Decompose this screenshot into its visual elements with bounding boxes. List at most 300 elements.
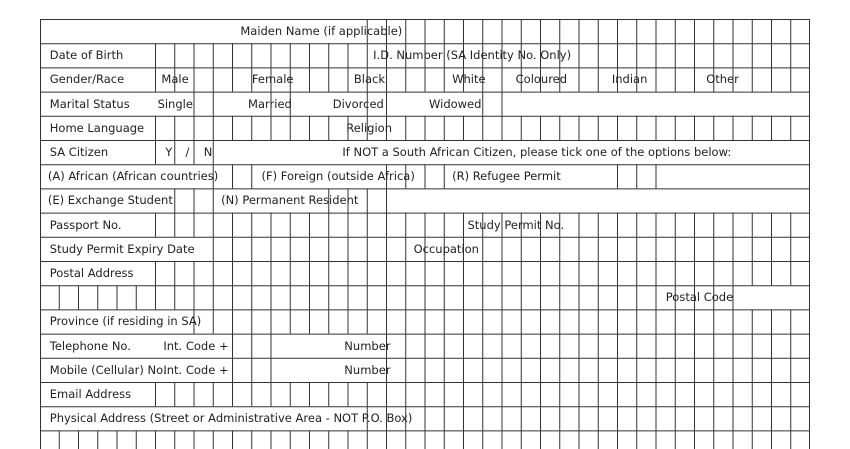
entry-box[interactable] [465,262,482,284]
entry-box[interactable] [253,335,270,357]
entry-box[interactable] [253,310,270,332]
entry-box[interactable] [676,44,693,66]
entry-box[interactable] [580,335,597,357]
entry-box[interactable] [696,310,713,332]
entry-box[interactable] [773,262,790,284]
entry-box[interactable] [157,286,174,308]
entry-box[interactable] [715,20,732,42]
entry-box[interactable] [484,407,501,429]
entry-box[interactable] [445,20,462,42]
entry-box[interactable] [696,214,713,236]
entry-box[interactable] [272,117,289,139]
entry-box[interactable] [445,117,462,139]
entry-box[interactable] [214,383,231,405]
entry-box[interactable] [503,286,520,308]
entry-box[interactable] [195,431,212,449]
entry-box[interactable] [445,310,462,332]
entry-box[interactable] [522,310,539,332]
entry-box[interactable] [195,44,212,66]
entry-box[interactable] [638,262,655,284]
entry-box[interactable] [503,335,520,357]
entry-box[interactable] [234,214,251,236]
entry-box[interactable] [388,262,405,284]
entry-box[interactable] [657,431,674,449]
entry-box[interactable] [503,262,520,284]
entry-box[interactable] [484,383,501,405]
entry-box[interactable] [291,262,308,284]
entry-box[interactable] [330,262,347,284]
entry-box[interactable] [214,214,231,236]
entry-box[interactable] [715,359,732,381]
entry-box[interactable] [445,359,462,381]
entry-box[interactable] [157,117,174,139]
entry-box[interactable] [465,310,482,332]
entry-box[interactable] [484,310,501,332]
entry-box[interactable] [465,359,482,381]
entry-box[interactable] [619,383,636,405]
entry-box[interactable] [561,383,578,405]
entry-box[interactable] [715,44,732,66]
entry-box[interactable] [368,189,385,211]
entry-box[interactable] [734,44,751,66]
entry-box[interactable] [349,286,366,308]
entry-box[interactable] [638,431,655,449]
entry-box[interactable] [330,117,347,139]
entry-box[interactable] [214,68,231,90]
entry-box[interactable] [80,431,97,449]
entry-box[interactable] [753,214,770,236]
entry-box[interactable] [407,359,424,381]
entry-box[interactable] [522,20,539,42]
entry-box[interactable] [792,383,809,405]
entry-box[interactable] [657,238,674,260]
entry-box[interactable] [234,117,251,139]
entry-box[interactable] [542,262,559,284]
entry-box[interactable] [696,383,713,405]
entry-box[interactable] [349,383,366,405]
entry-box[interactable] [561,117,578,139]
entry-box[interactable] [426,68,443,90]
entry-box[interactable] [214,286,231,308]
entry-box[interactable] [349,214,366,236]
entry-box[interactable] [368,383,385,405]
entry-box[interactable] [773,407,790,429]
entry-box[interactable] [696,431,713,449]
entry-box[interactable] [253,383,270,405]
entry-box[interactable] [465,407,482,429]
entry-box[interactable] [522,335,539,357]
entry-box[interactable] [272,238,289,260]
entry-box[interactable] [214,431,231,449]
entry-box[interactable] [753,383,770,405]
entry-box[interactable] [599,286,616,308]
entry-box[interactable] [657,117,674,139]
entry-box[interactable] [426,286,443,308]
entry-box[interactable] [330,431,347,449]
entry-box[interactable] [272,383,289,405]
entry-box[interactable] [792,117,809,139]
entry-box[interactable] [311,262,328,284]
entry-box[interactable] [291,310,308,332]
entry-box[interactable] [638,238,655,260]
entry-box[interactable] [195,68,212,90]
entry-box[interactable] [503,310,520,332]
entry-box[interactable] [330,286,347,308]
entry-box[interactable] [542,359,559,381]
entry-box[interactable] [484,117,501,139]
entry-box[interactable] [388,310,405,332]
entry-box[interactable] [253,238,270,260]
entry-box[interactable] [272,431,289,449]
entry-box[interactable] [157,44,174,66]
entry-box[interactable] [734,310,751,332]
entry-box[interactable] [80,286,97,308]
entry-box[interactable] [638,214,655,236]
entry-box[interactable] [349,310,366,332]
entry-box[interactable] [234,68,251,90]
entry-box[interactable] [445,383,462,405]
entry-box[interactable] [330,68,347,90]
entry-box[interactable] [561,286,578,308]
entry-box[interactable] [773,238,790,260]
entry-box[interactable] [291,68,308,90]
entry-box[interactable] [792,214,809,236]
entry-box[interactable] [792,20,809,42]
entry-box[interactable] [99,286,116,308]
entry-box[interactable] [580,383,597,405]
entry-box[interactable] [619,335,636,357]
entry-box[interactable] [253,286,270,308]
entry-box[interactable] [137,431,154,449]
entry-box[interactable] [368,238,385,260]
entry-box[interactable] [657,214,674,236]
entry-box[interactable] [445,431,462,449]
entry-box[interactable] [619,20,636,42]
entry-box[interactable] [753,20,770,42]
entry-box[interactable] [676,262,693,284]
entry-box[interactable] [696,238,713,260]
entry-box[interactable] [619,286,636,308]
entry-box[interactable] [253,44,270,66]
entry-box[interactable] [60,431,77,449]
entry-box[interactable] [484,262,501,284]
entry-box[interactable] [330,310,347,332]
entry-box[interactable] [176,214,193,236]
entry-box[interactable] [773,117,790,139]
entry-box[interactable] [99,431,116,449]
entry-box[interactable] [734,214,751,236]
entry-box[interactable] [465,383,482,405]
entry-box[interactable] [407,20,424,42]
entry-box[interactable] [599,359,616,381]
entry-box[interactable] [676,117,693,139]
entry-box[interactable] [368,431,385,449]
entry-box[interactable] [599,407,616,429]
entry-box[interactable] [657,359,674,381]
entry-box[interactable] [792,44,809,66]
entry-box[interactable] [330,238,347,260]
entry-box[interactable] [522,286,539,308]
entry-box[interactable] [234,383,251,405]
entry-box[interactable] [580,238,597,260]
entry-box[interactable] [407,383,424,405]
entry-box[interactable] [426,359,443,381]
entry-box[interactable] [753,262,770,284]
entry-box[interactable] [522,407,539,429]
entry-box[interactable] [580,286,597,308]
entry-box[interactable] [792,262,809,284]
entry-box[interactable] [773,383,790,405]
entry-box[interactable] [234,310,251,332]
entry-box[interactable] [157,214,174,236]
entry-box[interactable] [503,359,520,381]
entry-box[interactable] [272,44,289,66]
entry-box[interactable] [638,117,655,139]
entry-box[interactable] [734,335,751,357]
entry-box[interactable] [426,407,443,429]
entry-box[interactable] [426,262,443,284]
entry-box[interactable] [157,383,174,405]
entry-box[interactable] [696,407,713,429]
entry-box[interactable] [599,383,616,405]
entry-box[interactable] [619,214,636,236]
entry-box[interactable] [426,214,443,236]
entry-box[interactable] [484,431,501,449]
entry-box[interactable] [214,117,231,139]
entry-box[interactable] [773,20,790,42]
entry-box[interactable] [696,117,713,139]
entry-box[interactable] [522,117,539,139]
entry-box[interactable] [176,44,193,66]
entry-box[interactable] [484,20,501,42]
entry-box[interactable] [234,262,251,284]
entry-box[interactable] [272,214,289,236]
entry-box[interactable] [580,44,597,66]
entry-box[interactable] [734,20,751,42]
entry-box[interactable] [484,335,501,357]
entry-box[interactable] [580,117,597,139]
entry-box[interactable] [792,310,809,332]
entry-box[interactable] [696,335,713,357]
entry-box[interactable] [657,20,674,42]
entry-box[interactable] [253,262,270,284]
entry-box[interactable] [715,383,732,405]
entry-box[interactable] [561,238,578,260]
entry-box[interactable] [214,238,231,260]
entry-box[interactable] [388,68,405,90]
entry-box[interactable] [349,44,366,66]
entry-box[interactable] [580,262,597,284]
entry-box[interactable] [715,117,732,139]
entry-box[interactable] [503,431,520,449]
entry-box[interactable] [676,20,693,42]
entry-box[interactable] [773,214,790,236]
entry-box[interactable] [542,335,559,357]
entry-box[interactable] [599,335,616,357]
entry-box[interactable] [176,431,193,449]
entry-box[interactable] [503,383,520,405]
entry-box[interactable] [291,286,308,308]
entry-box[interactable] [214,310,231,332]
entry-box[interactable] [676,431,693,449]
entry-box[interactable] [176,141,193,163]
entry-box[interactable] [407,431,424,449]
entry-box[interactable] [599,20,616,42]
entry-box[interactable] [388,431,405,449]
entry-box[interactable] [696,20,713,42]
entry-box[interactable] [349,431,366,449]
entry-box[interactable] [291,431,308,449]
entry-box[interactable] [484,238,501,260]
entry-box[interactable] [368,262,385,284]
entry-box[interactable] [522,359,539,381]
entry-box[interactable] [291,44,308,66]
entry-box[interactable] [311,431,328,449]
entry-box[interactable] [426,335,443,357]
entry-box[interactable] [311,117,328,139]
entry-box[interactable] [753,359,770,381]
entry-box[interactable] [638,310,655,332]
entry-box[interactable] [426,20,443,42]
entry-box[interactable] [445,286,462,308]
entry-box[interactable] [445,214,462,236]
entry-box[interactable] [253,431,270,449]
entry-box[interactable] [773,431,790,449]
entry-box[interactable] [734,117,751,139]
entry-box[interactable] [214,44,231,66]
entry-box[interactable] [195,189,212,211]
entry-box[interactable] [542,310,559,332]
entry-box[interactable] [715,431,732,449]
entry-box[interactable] [792,359,809,381]
entry-box[interactable] [561,335,578,357]
entry-box[interactable] [638,165,655,187]
entry-box[interactable] [580,407,597,429]
entry-box[interactable] [311,310,328,332]
entry-box[interactable] [465,335,482,357]
entry-box[interactable] [234,44,251,66]
entry-box[interactable] [195,93,212,115]
entry-box[interactable] [792,68,809,90]
entry-box[interactable] [484,93,501,115]
entry-box[interactable] [734,431,751,449]
entry-box[interactable] [792,238,809,260]
entry-box[interactable] [311,214,328,236]
entry-box[interactable] [349,262,366,284]
entry-box[interactable] [657,383,674,405]
entry-box[interactable] [561,310,578,332]
entry-box[interactable] [118,431,135,449]
entry-box[interactable] [773,44,790,66]
entry-box[interactable] [619,310,636,332]
entry-box[interactable] [753,238,770,260]
entry-box[interactable] [715,310,732,332]
entry-box[interactable] [445,335,462,357]
entry-box[interactable] [753,117,770,139]
entry-box[interactable] [773,359,790,381]
entry-box[interactable] [542,286,559,308]
entry-box[interactable] [734,238,751,260]
entry-box[interactable] [253,117,270,139]
entry-box[interactable] [715,238,732,260]
entry-box[interactable] [330,44,347,66]
entry-box[interactable] [407,310,424,332]
entry-box[interactable] [176,383,193,405]
entry-box[interactable] [638,407,655,429]
entry-box[interactable] [176,286,193,308]
entry-box[interactable] [253,214,270,236]
entry-box[interactable] [619,165,636,187]
entry-box[interactable] [330,383,347,405]
entry-box[interactable] [445,262,462,284]
entry-box[interactable] [426,310,443,332]
entry-box[interactable] [311,238,328,260]
entry-box[interactable] [753,407,770,429]
entry-box[interactable] [657,44,674,66]
entry-box[interactable] [638,286,655,308]
entry-box[interactable] [696,359,713,381]
entry-box[interactable] [195,214,212,236]
entry-box[interactable] [599,214,616,236]
entry-box[interactable] [407,68,424,90]
entry-box[interactable] [234,238,251,260]
entry-box[interactable] [792,335,809,357]
entry-box[interactable] [542,383,559,405]
entry-box[interactable] [503,238,520,260]
entry-box[interactable] [388,214,405,236]
entry-box[interactable] [734,262,751,284]
entry-box[interactable] [657,68,674,90]
entry-box[interactable] [349,238,366,260]
entry-box[interactable] [599,238,616,260]
entry-box[interactable] [619,238,636,260]
entry-box[interactable] [657,335,674,357]
entry-box[interactable] [330,214,347,236]
entry-box[interactable] [619,262,636,284]
entry-box[interactable] [426,431,443,449]
entry-box[interactable] [715,214,732,236]
entry-box[interactable] [195,117,212,139]
entry-box[interactable] [676,335,693,357]
entry-box[interactable] [599,117,616,139]
entry-box[interactable] [542,431,559,449]
entry-box[interactable] [676,68,693,90]
entry-box[interactable] [696,44,713,66]
entry-box[interactable] [619,431,636,449]
entry-box[interactable] [291,383,308,405]
entry-box[interactable] [657,407,674,429]
entry-box[interactable] [253,359,270,381]
entry-box[interactable] [561,20,578,42]
entry-box[interactable] [753,44,770,66]
entry-box[interactable] [676,310,693,332]
entry-box[interactable] [157,262,174,284]
entry-box[interactable] [561,431,578,449]
entry-box[interactable] [291,117,308,139]
entry-box[interactable] [599,44,616,66]
entry-box[interactable] [580,310,597,332]
entry-box[interactable] [291,238,308,260]
entry-box[interactable] [234,165,251,187]
entry-box[interactable] [522,431,539,449]
entry-box[interactable] [638,335,655,357]
entry-box[interactable] [465,286,482,308]
entry-box[interactable] [619,44,636,66]
entry-box[interactable] [638,383,655,405]
entry-box[interactable] [580,68,597,90]
entry-box[interactable] [657,310,674,332]
entry-box[interactable] [426,383,443,405]
